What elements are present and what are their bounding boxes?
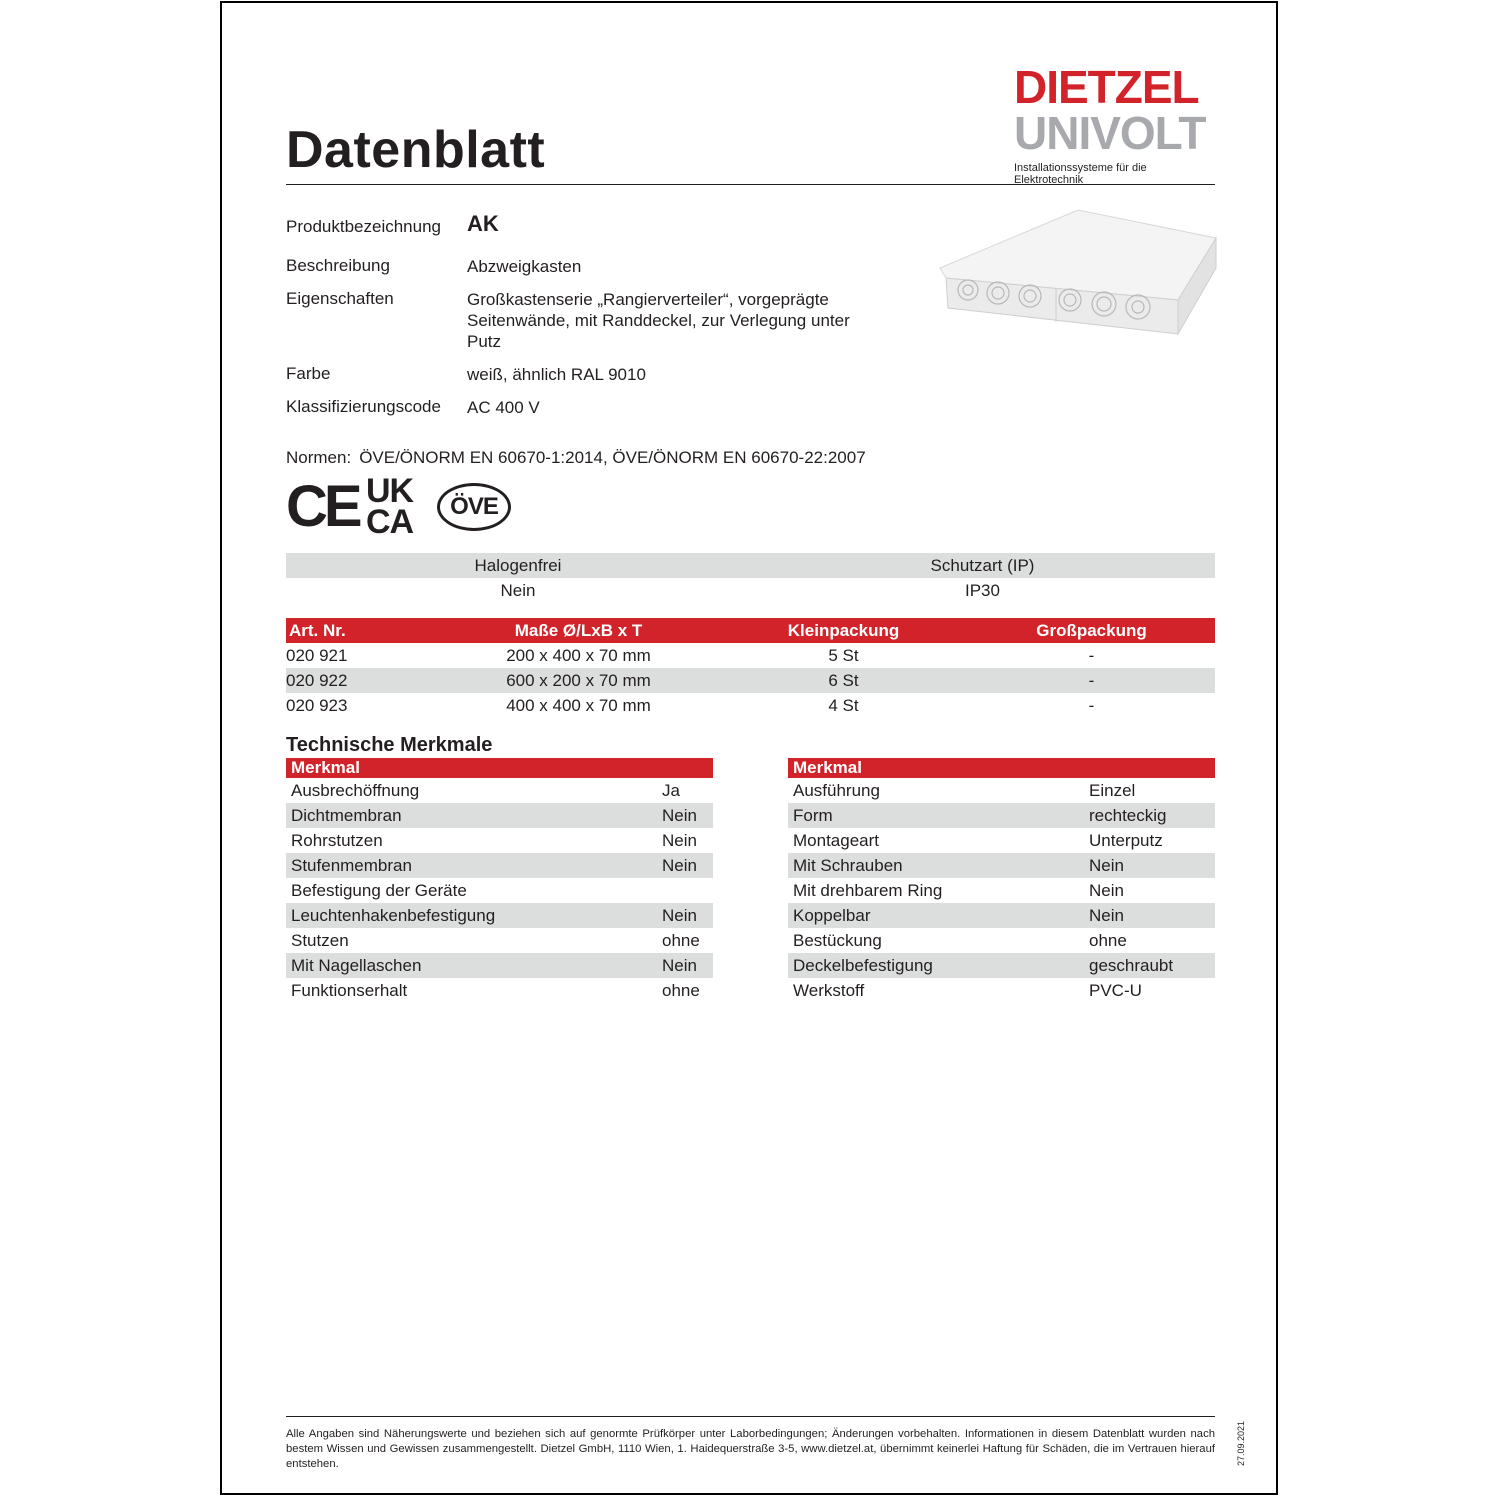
document-date: 27.09.2021 [1236, 1420, 1246, 1466]
tech-feature-value: Nein [662, 906, 697, 925]
articles-cell-kleinpackung: 5 St [828, 646, 859, 665]
tech-feature-name: Koppelbar [793, 906, 871, 925]
articles-cell-grosspackung: - [1088, 696, 1095, 715]
tech-feature-value: Nein [1089, 856, 1124, 875]
tech-feature-value: Unterputz [1089, 831, 1163, 850]
field-label-eigenschaften: Eigenschaften [286, 289, 394, 308]
footer-divider [286, 1416, 1215, 1417]
ukca-mark-top: UK [366, 472, 414, 510]
logo-line2: UNIVOLT [1014, 107, 1206, 159]
tech-table-right-header [788, 758, 1215, 778]
tech-feature-name: Deckelbefestigung [793, 956, 933, 975]
articles-table-row [286, 643, 1215, 668]
tech-table-row [788, 803, 1215, 828]
tech-feature-value: PVC-U [1089, 981, 1142, 1000]
articles-table-row [286, 668, 1215, 693]
certification-marks [286, 474, 526, 540]
field-value-farbe: weiß, ähnlich RAL 9010 [467, 365, 646, 384]
articles-cell-grosspackung: - [1088, 646, 1095, 665]
ukca-mark-bottom: CA [366, 503, 414, 541]
articles-header-grosspackung: Großpackung [1036, 621, 1147, 640]
props-table-row [286, 578, 1215, 603]
articles-header-masse: Maße Ø/LxB x T [514, 621, 643, 640]
props-value-schutzart: IP30 [965, 581, 1000, 600]
tech-feature-name: Form [793, 806, 833, 825]
tech-feature-name: Befestigung der Geräte [291, 881, 467, 900]
tech-feature-name: Stufenmembran [291, 856, 412, 875]
articles-cell-artnr: 020 921 [286, 646, 348, 665]
tech-feature-value: ohne [1089, 931, 1127, 950]
articles-cell-masse: 600 x 200 x 70 mm [506, 671, 651, 690]
articles-cell-kleinpackung: 4 St [828, 696, 859, 715]
tech-feature-name: Ausführung [793, 781, 880, 800]
standards-line [286, 448, 866, 468]
tech-table-row [286, 953, 713, 978]
ove-mark [437, 483, 511, 531]
articles-cell-masse: 400 x 400 x 70 mm [506, 696, 651, 715]
tech-feature-name: Mit Nagellaschen [291, 956, 422, 975]
tech-feature-name: Bestückung [793, 931, 882, 950]
logo-tagline: Installationssysteme für die Elektrotechnik [1014, 162, 1147, 186]
tech-feature-name: Mit drehbarem Ring [793, 881, 943, 900]
tech-feature-value: Nein [662, 831, 697, 850]
page-title: Datenblatt [286, 121, 546, 179]
ove-mark-text: ÖVE [450, 493, 498, 520]
tech-table-row [286, 878, 713, 903]
tech-table-row [788, 828, 1215, 853]
standards-value: ÖVE/ÖNORM EN 60670-1:2014, ÖVE/ÖNORM EN 60670-22:2007 [359, 448, 866, 467]
tech-table-row [286, 828, 713, 853]
articles-cell-grosspackung: - [1088, 671, 1095, 690]
tech-feature-value: Nein [1089, 881, 1124, 900]
tech-table-row [788, 903, 1215, 928]
tech-feature-value: rechteckig [1089, 806, 1167, 825]
tech-table-row [286, 903, 713, 928]
tech-feature-name: Leuchtenhakenbefestigung [291, 906, 496, 925]
tech-feature-name: Rohrstutzen [291, 831, 383, 850]
tech-feature-name: Montageart [793, 831, 879, 850]
field-value-produktbezeichnung: AK [467, 211, 499, 236]
tech-table-row [788, 953, 1215, 978]
tech-feature-name: Funktionserhalt [291, 981, 408, 1000]
tech-table-row [286, 853, 713, 878]
tech-feature-value: ohne [662, 931, 700, 950]
logo-line1: DIETZEL [1014, 61, 1199, 113]
props-value-halogenfrei: Nein [500, 581, 536, 600]
articles-cell-kleinpackung: 6 St [828, 671, 859, 690]
tech-table-row [788, 778, 1215, 803]
tech-table-row [286, 928, 713, 953]
tech-table-row [788, 878, 1215, 903]
articles-table-row [286, 693, 1215, 718]
articles-table-header [286, 618, 1215, 643]
tech-feature-value: ohne [662, 981, 700, 1000]
field-label-beschreibung: Beschreibung [286, 256, 390, 275]
ukca-mark [366, 472, 430, 541]
tech-feature-name: Mit Schrauben [793, 856, 903, 875]
brand-logo [1014, 61, 1216, 186]
articles-cell-masse: 200 x 400 x 70 mm [506, 646, 651, 665]
tech-table-row [788, 853, 1215, 878]
articles-cell-artnr: 020 922 [286, 671, 348, 690]
tech-table-row [788, 928, 1215, 953]
props-header-halogenfrei: Halogenfrei [474, 556, 562, 575]
tech-feature-name: Stutzen [291, 931, 349, 950]
tech-feature-value: Nein [662, 956, 697, 975]
tech-feature-name: Dichtmembran [291, 806, 402, 825]
tech-table-row [788, 978, 1215, 1003]
field-label-farbe: Farbe [286, 364, 331, 383]
field-value-klassifizierungscode: AC 400 V [467, 398, 540, 417]
articles-cell-artnr: 020 923 [286, 696, 348, 715]
tech-feature-value: Nein [662, 856, 697, 875]
tech-table-row [286, 803, 713, 828]
tech-feature-value: geschraubt [1089, 956, 1174, 975]
field-label-klassifizierungscode: Klassifizierungscode [286, 397, 441, 416]
standards-label: Normen: [286, 448, 352, 467]
field-value-eigenschaften: Großkastenserie „Rangierverteiler“, vorgeprägte Seitenwände, mit Randdeckel, zur Verlegung unter Putz [467, 290, 850, 351]
tech-feature-name: Ausbrechöffnung [291, 781, 420, 800]
field-label-produktbezeichnung: Produktbezeichnung [286, 217, 442, 236]
tech-table-row [286, 978, 713, 1003]
tech-feature-name: Werkstoff [793, 981, 865, 1000]
tech-feature-value: Nein [662, 806, 697, 825]
props-header-schutzart: Schutzart (IP) [930, 556, 1035, 575]
tech-feature-value: Einzel [1089, 781, 1136, 800]
footer-disclaimer: Alle Angaben sind Näherungswerte und beziehen sich auf genormte Prüfkörper unter Laborbedingungen; Änderungen vorbehalten. Informationen in diesem Datenblatt wurden nach bestem Wissen und Gewissen zusammengestellt. Dietzel GmbH, 1110 Wien, 1. Haidequerstraße 3-5, www.dietzel.at, übernimmt keinerlei Haftung für Schäden, die im Vertrauen hierauf entstehen. [286, 1428, 1215, 1470]
articles-header-artnr: Art. Nr. [289, 621, 346, 640]
tech-table-row [286, 778, 713, 803]
ce-mark: CE [286, 474, 359, 539]
tech-feature-value: Ja [662, 781, 680, 800]
tech-table-right-header-label: Merkmal [793, 758, 862, 777]
junction-box-illustration [938, 208, 1218, 338]
tech-feature-value: Nein [1089, 906, 1124, 925]
props-table-header [286, 553, 1215, 578]
product-image [938, 208, 1218, 338]
articles-header-kleinpackung: Kleinpackung [787, 621, 900, 640]
section-title-technische-merkmale: Technische Merkmale [286, 734, 493, 756]
tech-table-left-header [286, 758, 713, 778]
field-value-beschreibung: Abzweigkasten [467, 257, 582, 276]
tech-table-left-header-label: Merkmal [291, 758, 360, 777]
